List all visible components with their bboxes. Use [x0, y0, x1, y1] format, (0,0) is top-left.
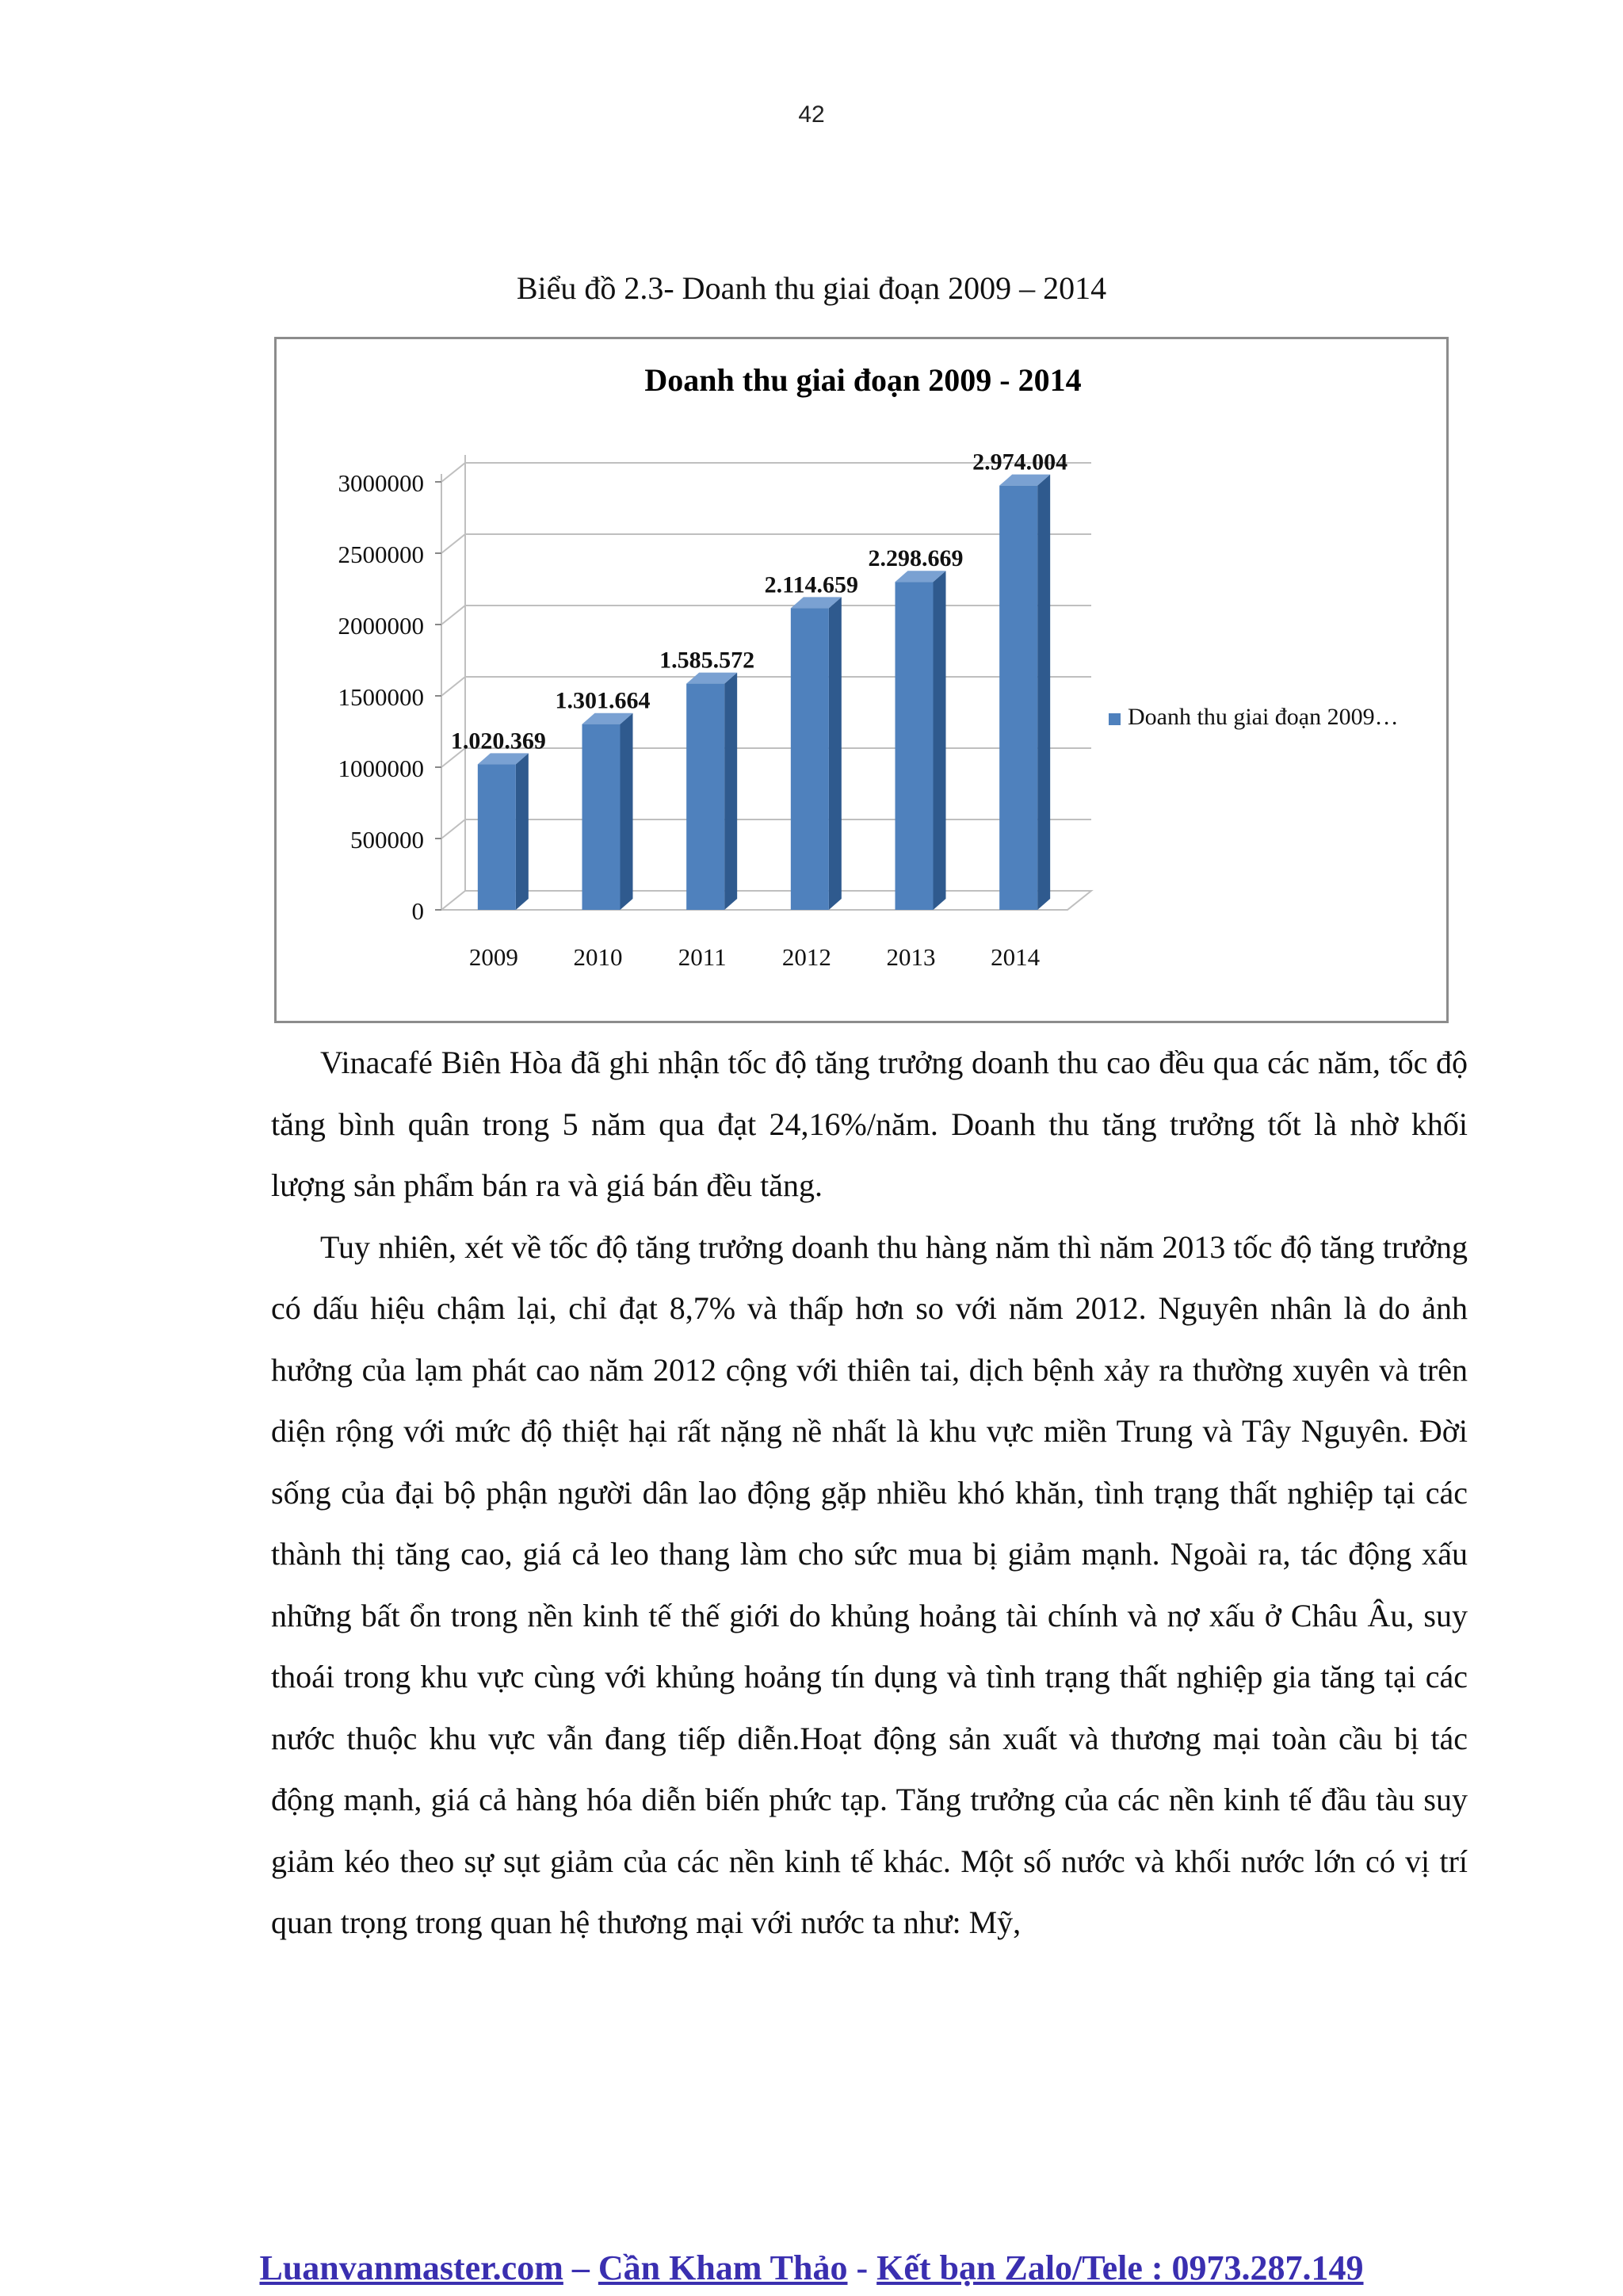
x-tick-label: 2014 [991, 943, 1041, 971]
y-tick-label: 1000000 [338, 755, 424, 782]
x-tick-label: 2012 [781, 943, 831, 971]
bar-2010 [582, 713, 633, 910]
paragraph-1: Vinacafé Biên Hòa đã ghi nhận tốc độ tăng trưởng doanh thu cao đều qua các năm, tốc độ tăng bình quân trong 5 năm qua đạt 24,16%/năm. Doanh thu tăng trưởng tốt là nhờ khối lượng sản phẩm bán ra và giá bán đều tăng. [271, 1045, 1468, 1203]
footer-separator: – [563, 2248, 598, 2287]
footer-author[interactable]: Cần Kham Thảo [598, 2248, 848, 2287]
page-number: 42 [798, 101, 825, 128]
gridline [441, 677, 1091, 696]
y-tick-label: 2000000 [338, 612, 424, 640]
paragraph-2: Tuy nhiên, xét về tốc độ tăng trưởng doanh thu hàng năm thì năm 2013 tốc độ tăng trưởng có dấu hiệu chậm lại, chỉ đạt 8,7% và thấp hơn so với năm 2012. Nguyên nhân là do ảnh hưởng của lạm phát cao năm 2012 cộng với thiên tai, dịch bệnh xảy ra thường xuyên và trên diện rộng với mức độ thiệt hại rất nặng nề nhất là khu vực miền Trung và Tây Nguyên. Đời sống của đại bộ phận người dân lao động gặp nhiều khó khăn, tình trạng thất nghiệp tại các thành thị tăng cao, giá cả leo thang làm cho sức mua bị giảm mạnh. Ngoài ra, tác động xấu những bất ổn trong nền kinh tế thế giới do khủng hoảng tài chính và nợ xấu ở Châu Âu, suy thoái trong khu vực cùng với khủng hoảng tín dụng và tình trạng thất nghiệp gia tăng tại các nước thuộc khu vực vẫn đang tiếp diễn.Hoạt động sản xuất và thương mại toàn cầu bị tác động mạnh, giá cả hàng hóa diễn biến phức tạp. Tăng trưởng của các nền kinh tế đầu tàu suy giảm kéo theo sự sụt giảm của các nền kinh tế khác. Một số nước và khối nước lớn có vị trí quan trọng trong quan hệ thương mại với nước ta như: Mỹ, [271, 1228, 1468, 1940]
gridline [441, 534, 1091, 553]
chart-canvas [277, 339, 1446, 1021]
bar-data-label: 2.114.659 [764, 571, 859, 598]
figure-caption: Biểu đồ 2.3- Doanh thu giai đoạn 2009 – 2014 [516, 270, 1107, 306]
bar-side [621, 713, 633, 910]
x-tick-label: 2009 [468, 943, 518, 971]
bar-side [1037, 475, 1050, 910]
x-tick-label: 2010 [573, 943, 623, 971]
bar-2012 [791, 597, 842, 910]
bar-side [516, 753, 529, 910]
bar-front [896, 582, 934, 910]
x-tick-label: 2011 [678, 943, 727, 971]
bar-2009 [478, 753, 529, 910]
y-tick-label: 500000 [350, 826, 424, 854]
bar-data-label: 1.301.664 [555, 687, 651, 714]
bar-data-label: 1.020.369 [450, 728, 546, 755]
bar-data-label: 1.585.572 [659, 647, 755, 674]
footer-banner [0, 2248, 1623, 2288]
bar-2013 [896, 571, 946, 910]
y-tick-label: 2500000 [338, 541, 424, 568]
y-tick-label: 0 [411, 897, 424, 925]
bar-front [791, 608, 829, 910]
y-tick-label: 3000000 [338, 469, 424, 497]
gridline [441, 606, 1091, 625]
bar-side [724, 673, 737, 910]
footer-separator: - [847, 2248, 877, 2287]
footer-site-link[interactable]: Luanvanmaster.com [259, 2248, 563, 2287]
bar-front [478, 764, 516, 910]
legend-label: Doanh thu giai đoạn 2009… [1128, 704, 1399, 730]
bar-front [686, 684, 724, 910]
bar-front [582, 724, 621, 910]
revenue-chart [274, 337, 1449, 1023]
bar-data-label: 2.974.004 [972, 449, 1068, 476]
footer-contact[interactable]: Kết bạn Zalo/Tele : 0973.287.149 [876, 2248, 1364, 2287]
chart-floor [441, 891, 1091, 910]
bar-side [934, 571, 946, 910]
bar-2014 [999, 475, 1050, 910]
gridline [441, 819, 1091, 839]
x-tick-label: 2013 [886, 943, 936, 971]
bar-data-label: 2.298.669 [868, 545, 964, 572]
legend-swatch [1109, 713, 1121, 725]
body-text [271, 1032, 1468, 1954]
bar-side [829, 597, 842, 910]
chart-title: Doanh thu giai đoạn 2009 - 2014 [644, 362, 1082, 398]
bar-front [999, 486, 1037, 910]
y-tick-label: 1500000 [338, 683, 424, 711]
bar-2011 [686, 673, 737, 910]
